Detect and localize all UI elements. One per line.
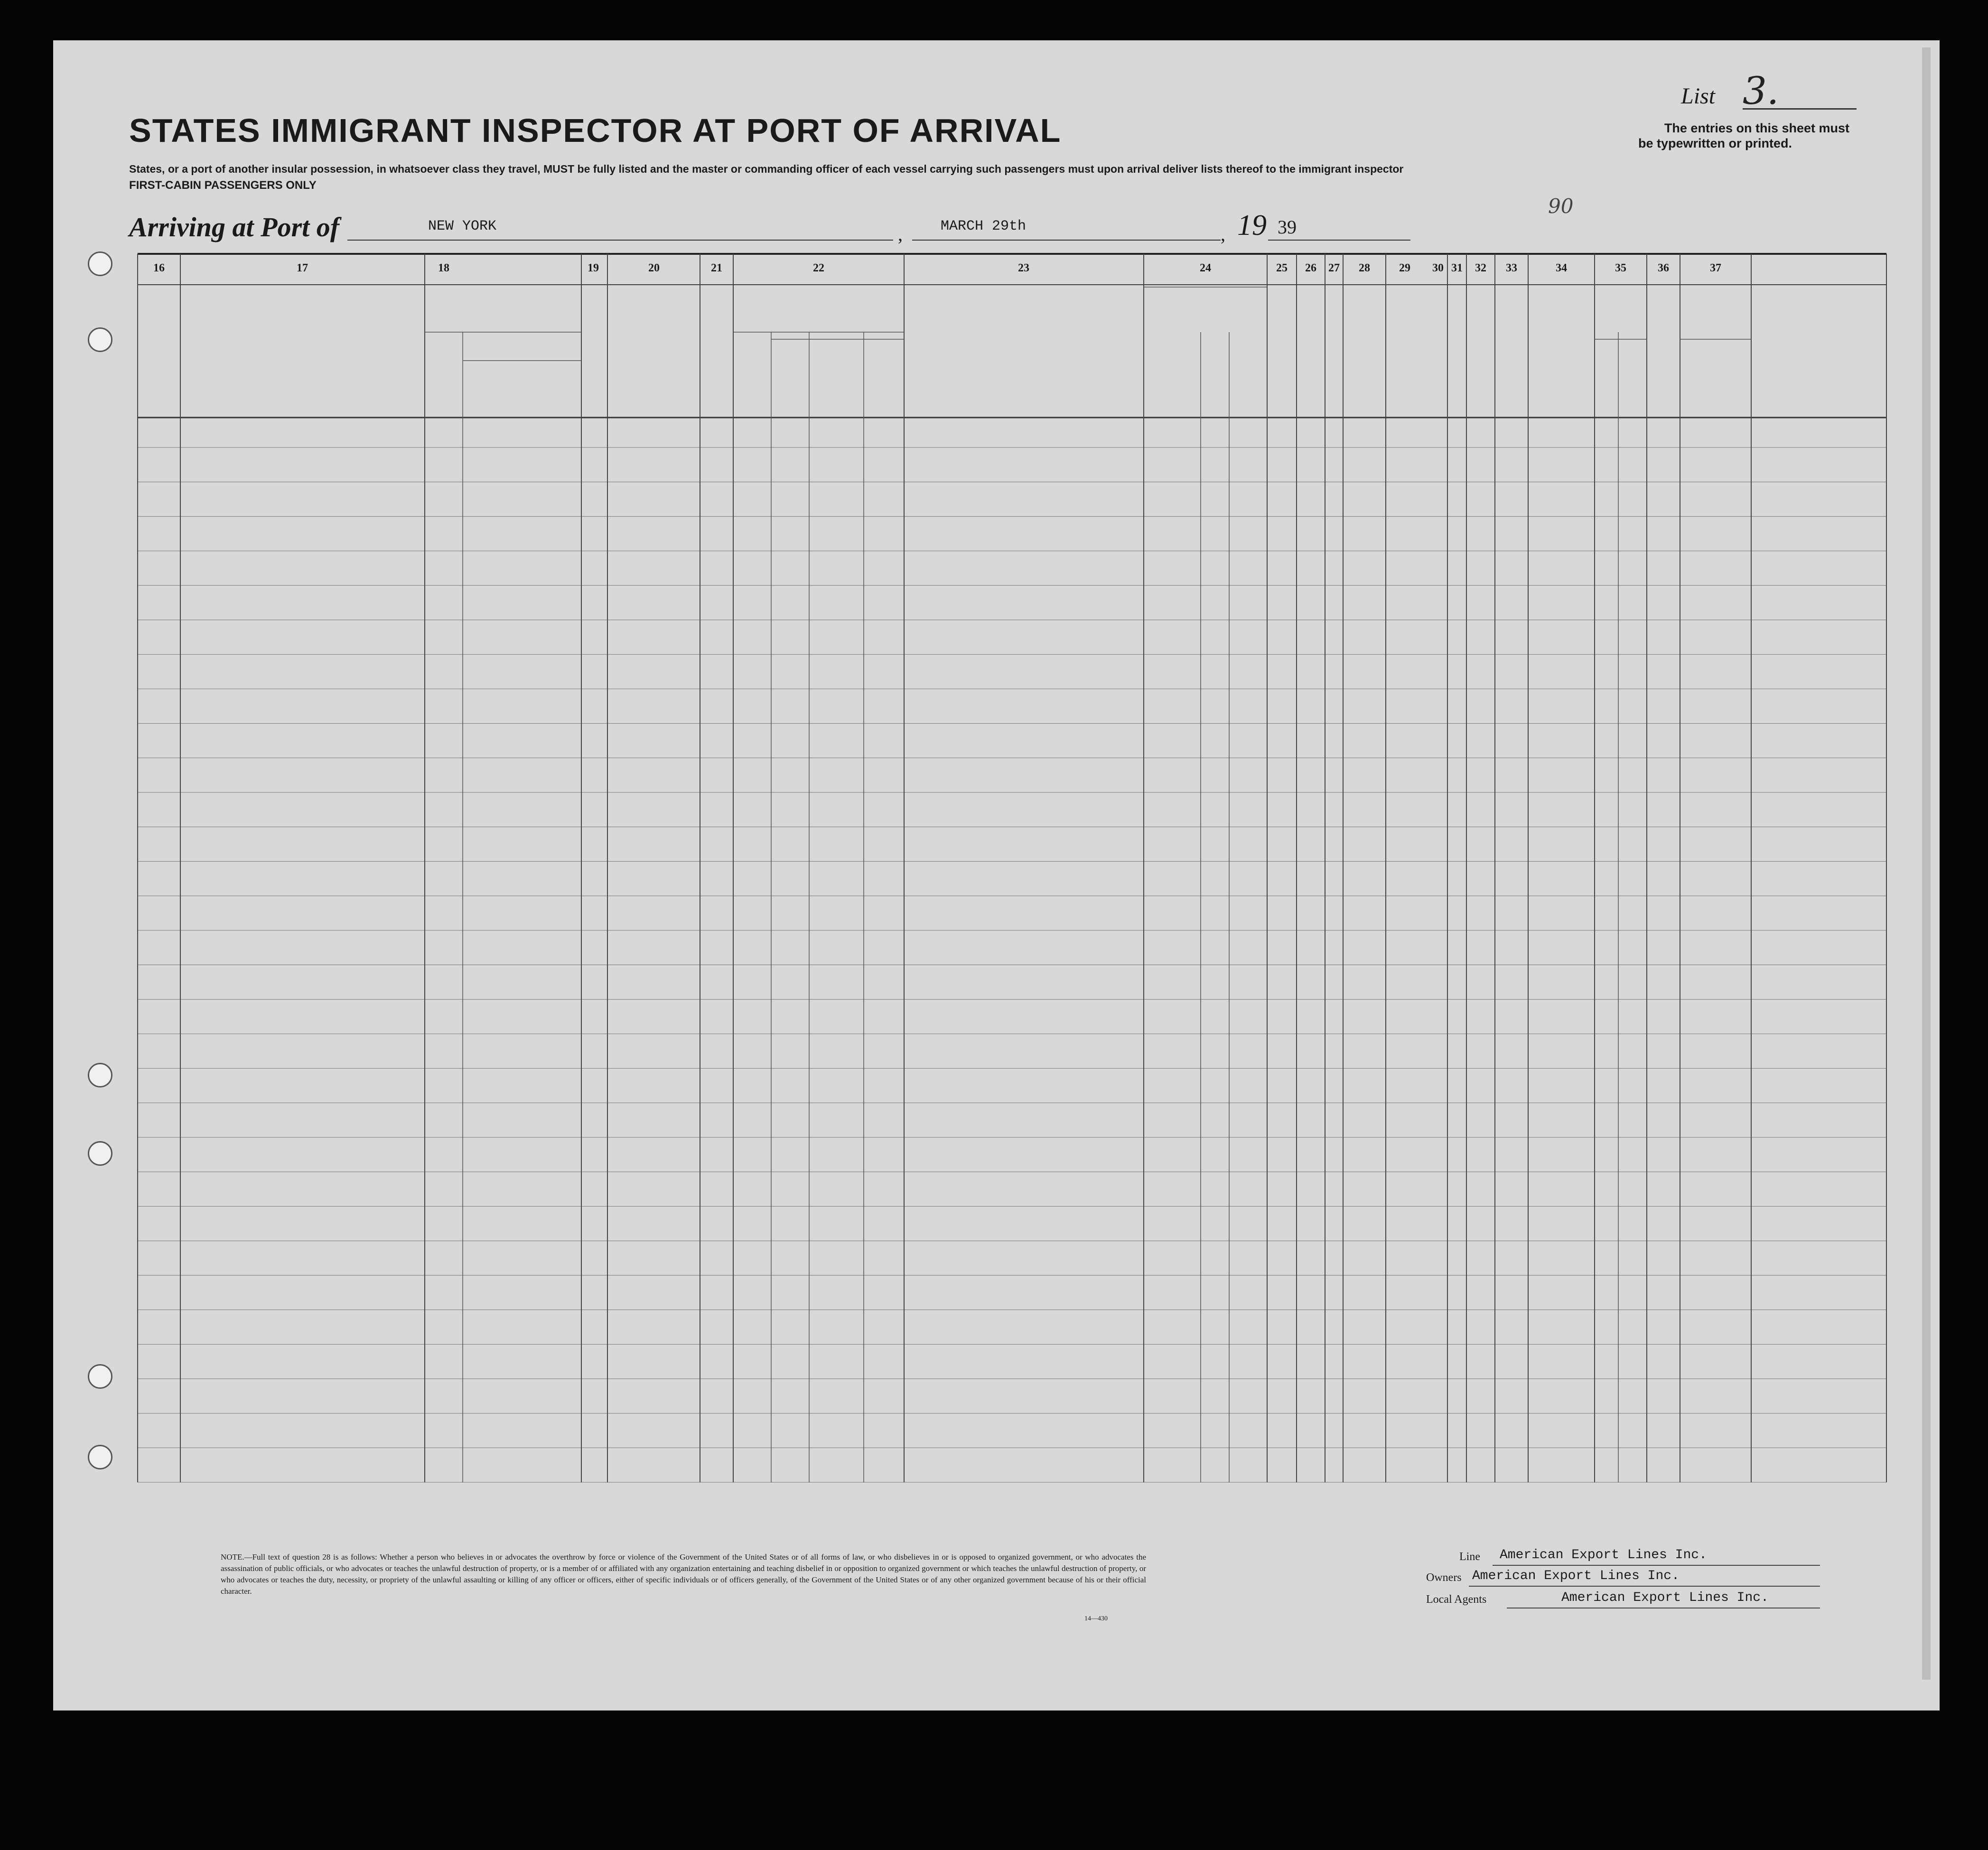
punch-hole (88, 1445, 112, 1469)
comma-1: , (898, 223, 903, 245)
column-number: 24 (1200, 262, 1211, 274)
instruction-2: be typewritten or printed. (1638, 136, 1792, 150)
punch-hole (88, 327, 112, 352)
arriving-label: Arriving at Port of (129, 212, 340, 242)
column-number: 27 (1328, 262, 1340, 274)
owners-rule (1469, 1586, 1820, 1587)
column-number: 37 (1710, 262, 1721, 274)
form-subtitle: States, or a port of another insular possession, in whatsoever class they travel, MUST be fully listed and the master or commanding officer of each vessel carrying such passengers must upon arrival deliver lists thereof to the immigrant inspector (129, 163, 1404, 175)
column-number: 25 (1276, 262, 1288, 274)
column-number: 17 (297, 262, 308, 274)
line-value: American Export Lines Inc. (1500, 1548, 1707, 1562)
column-number: 16 (153, 262, 165, 274)
column-number: 21 (711, 262, 722, 274)
owners-value: American Export Lines Inc. (1472, 1569, 1680, 1583)
punch-hole (88, 1063, 112, 1088)
page-mark: 90 (1548, 195, 1574, 218)
column-number: 35 (1615, 262, 1626, 274)
column-number: 36 (1658, 262, 1669, 274)
agents-value: American Export Lines Inc. (1561, 1590, 1769, 1605)
year-prefix: 19 (1237, 209, 1267, 242)
column-number: 29 (1399, 262, 1410, 274)
line-label: Line (1459, 1551, 1480, 1563)
footer-form-code: 14—430 (1084, 1615, 1108, 1622)
year-suffix: 39 (1278, 216, 1297, 238)
column-number: 31 (1451, 262, 1463, 274)
column-number: 20 (648, 262, 660, 274)
column-number: 30 (1432, 262, 1444, 274)
form-title: STATES IMMIGRANT INSPECTOR AT PORT OF ARRIVAL (129, 112, 1062, 149)
punch-hole (88, 1364, 112, 1389)
date-value: MARCH 29th (941, 218, 1027, 234)
column-number: 26 (1305, 262, 1316, 274)
instruction-1: The entries on this sheet must (1664, 121, 1849, 135)
list-label: List (1681, 84, 1716, 109)
first-cabin-label: FIRST-CABIN PASSENGERS ONLY (129, 179, 317, 192)
list-number: 3. (1743, 69, 1779, 113)
column-number: 33 (1506, 262, 1517, 274)
column-number: 19 (588, 262, 599, 274)
comma-2: , (1221, 223, 1225, 245)
owners-label: Owners (1426, 1571, 1462, 1584)
agents-label: Local Agents (1426, 1593, 1487, 1606)
column-number: 23 (1018, 262, 1029, 274)
column-number: 34 (1556, 262, 1567, 274)
punch-hole (88, 251, 112, 276)
column-number: 32 (1475, 262, 1486, 274)
column-number: 28 (1359, 262, 1370, 274)
column-number: 18 (438, 262, 449, 274)
punch-hole (88, 1141, 112, 1166)
port-value: NEW YORK (428, 218, 497, 234)
footer-note: NOTE.—Full text of question 28 is as follows: Whether a person who believes in or advocates the overthrow by force or violence of the Government of the United States or of all forms of law, or who disbelieves in or is opposed to organized government, or who advocates the assassination of public officials, or who advocates or teaches the unlawful destruction of property, or is a member of or affiliated with any organization entertaining and teaching disbelief in or opposition to organized government or which teaches the unlawful destruction of property, or who advocates or teaches the duty, necessity, or propriety of the unlawful assaulting or killing of any officer or officers, either of specific individuals or of officers generally, of the Government of the United States or of any other organized government because of his or their official character. (221, 1553, 1146, 1596)
line-rule (1493, 1565, 1820, 1566)
column-number: 22 (813, 262, 824, 274)
